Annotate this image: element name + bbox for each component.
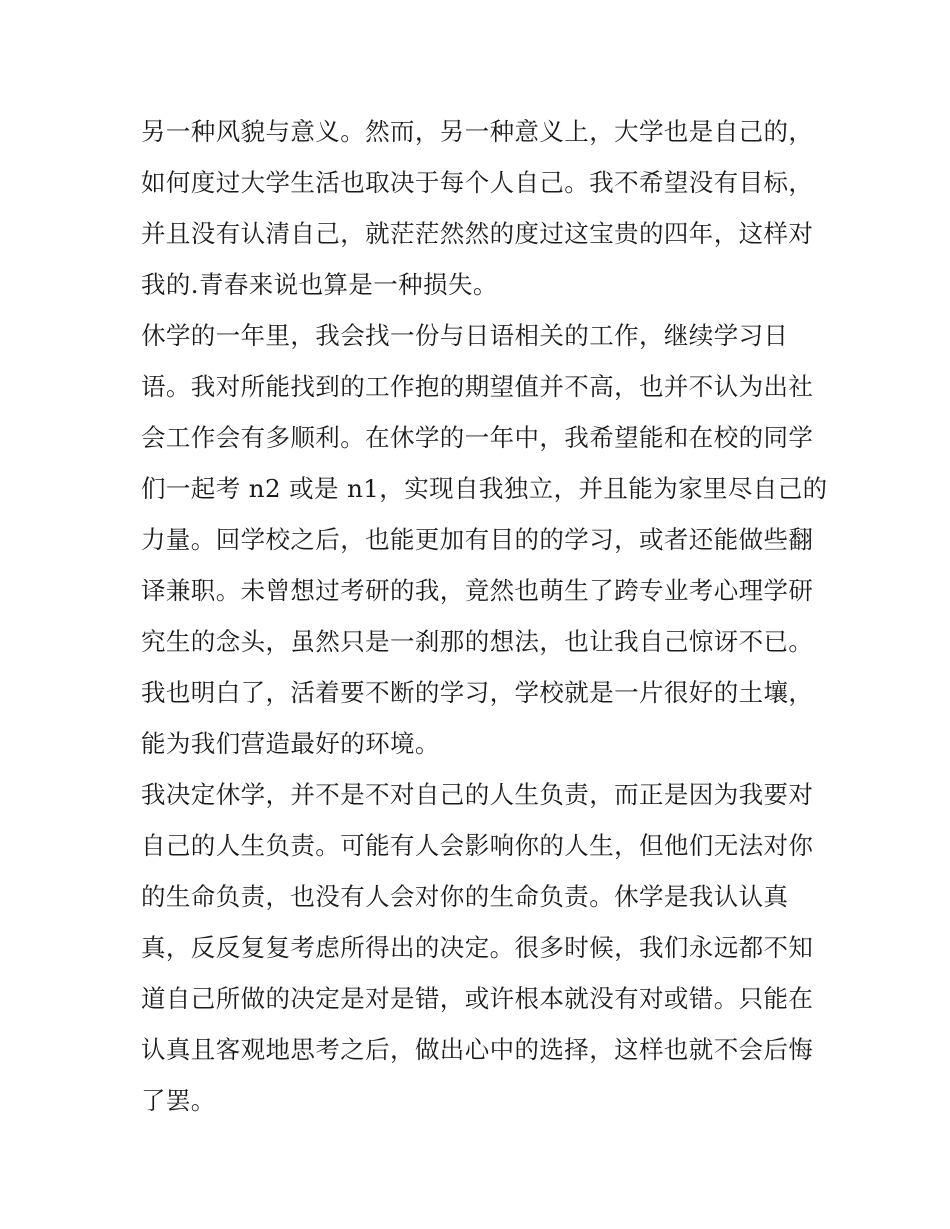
text-line: 我也明白了，活着要不断的学习，学校就是一片很好的土壤， xyxy=(141,678,814,707)
text-line: 了罢。 xyxy=(141,1086,216,1115)
text-line: 会工作会有多顺利。在休学的一年中，我希望能和在校的同学 xyxy=(141,423,814,452)
text-line: 们一起考 n2 或是 n1，实现自我独立，并且能为家里尽自己的 xyxy=(141,474,828,503)
text-line: 道自己所做的决定是对是错，或许根本就没有对或错。只能在 xyxy=(141,984,814,1013)
body-text xyxy=(141,106,828,1126)
text-line: 真，反反复复考虑所得出的决定。很多时候，我们永远都不知 xyxy=(141,933,814,962)
text-line: 如何度过大学生活也取决于每个人自己。我不希望没有目标， xyxy=(141,168,814,197)
text-line: 能为我们营造最好的环境。 xyxy=(141,729,440,758)
text-line: 力量。回学校之后，也能更加有目的的学习，或者还能做些翻 xyxy=(141,525,814,554)
text-line: 并且没有认清自己，就茫茫然然的度过这宝贵的四年，这样对 xyxy=(141,219,814,248)
text-line: 自己的人生负责。可能有人会影响你的人生，但他们无法对你 xyxy=(141,831,814,860)
text-line: 译兼职。未曾想过考研的我，竟然也萌生了跨专业考心理学研 xyxy=(141,576,814,605)
text-line: 我的.青春来说也算是一种损失。 xyxy=(141,270,498,299)
text-line: 究生的念头，虽然只是一刹那的想法，也让我自己惊讶不已。 xyxy=(141,627,814,656)
text-line: 另一种风貌与意义。然而，另一种意义上，大学也是自己的， xyxy=(141,117,814,146)
text-line: 认真且客观地思考之后，做出心中的选择，这样也就不会后悔 xyxy=(141,1035,814,1064)
text-line: 休学的一年里，我会找一份与日语相关的工作，继续学习日 xyxy=(141,321,789,350)
text-line: 语。我对所能找到的工作抱的期望值并不高，也并不认为出社 xyxy=(141,372,814,401)
text-line: 我决定休学，并不是不对自己的人生负责，而正是因为我要对 xyxy=(141,780,814,809)
text-line: 的生命负责，也没有人会对你的生命负责。休学是我认认真 xyxy=(141,882,789,911)
